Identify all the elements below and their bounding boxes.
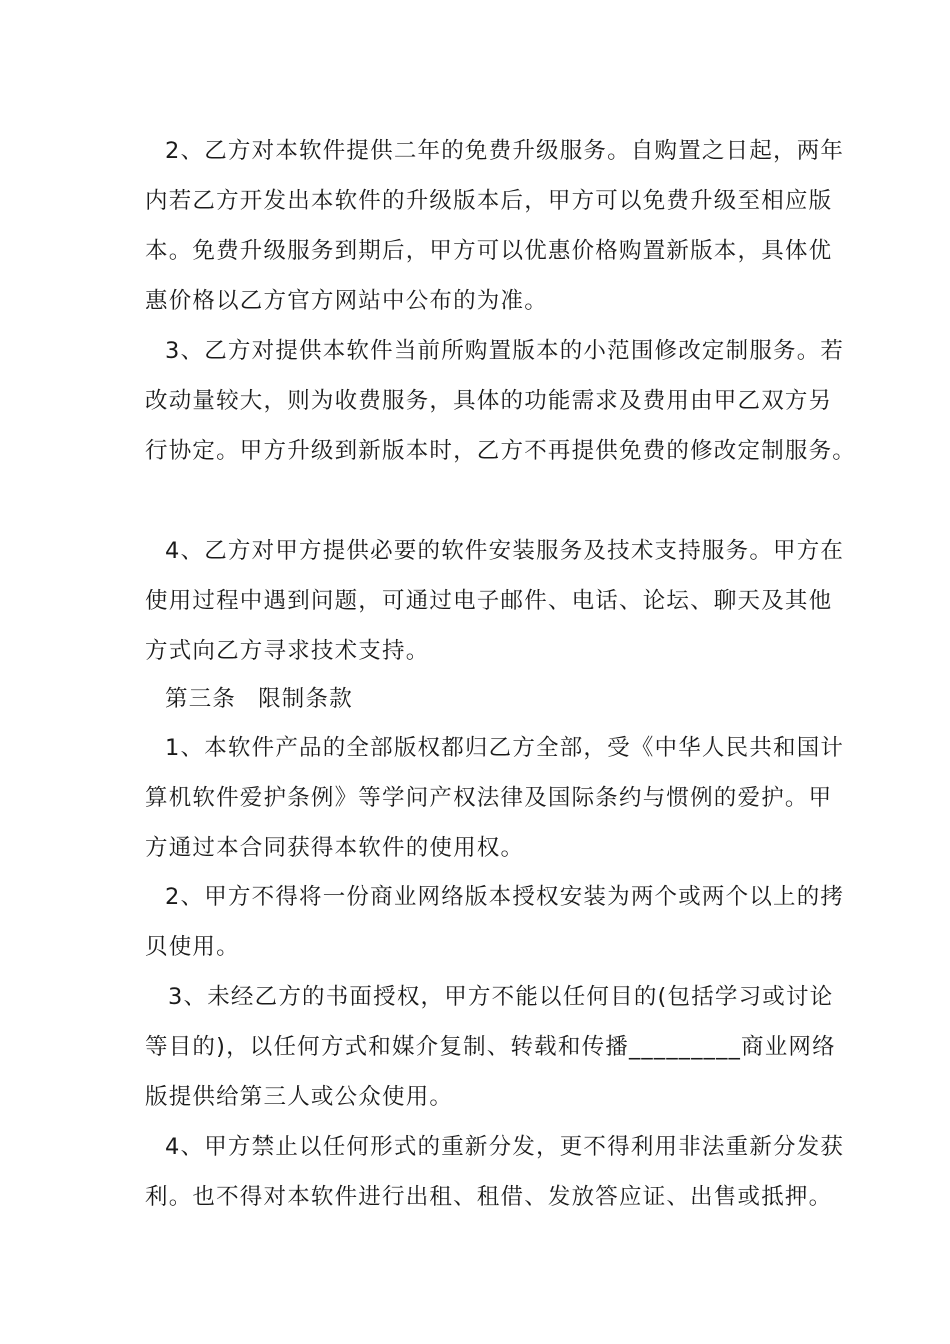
restriction-3-line-3: 版提供给第三人或公众使用。 [145, 1084, 454, 1110]
restriction-1-line-2: 算机软件爱护条例》等学问产权法律及国际条约与惯例的爱护。甲 [145, 785, 833, 811]
restriction-1-line-3: 方通过本合同获得本软件的使用权。 [145, 835, 525, 861]
paragraph-3-line-3: 行协定。甲方升级到新版本时，乙方不再提供免费的修改定制服务。 [145, 438, 857, 464]
paragraph-4-line-3: 方式向乙方寻求技术支持。 [145, 638, 430, 664]
restriction-4-line-1: 4、甲方禁止以任何形式的重新分发，更不得利用非法重新分发获 [165, 1134, 845, 1160]
section-title: 限制条款 [258, 686, 353, 712]
paragraph-3-line-2: 改动量较大，则为收费服务，具体的功能需求及费用由甲乙双方另 [145, 388, 833, 414]
paragraph-4-line-1: 4、乙方对甲方提供必要的软件安装服务及技术支持服务。甲方在 [165, 538, 845, 564]
section-heading [165, 684, 353, 714]
paragraph-4-line-2: 使用过程中遇到问题，可通过电子邮件、电话、论坛、聊天及其他 [145, 588, 833, 614]
restriction-1-line-1: 1、本软件产品的全部版权都归乙方全部，受《中华人民共和国计 [165, 735, 845, 761]
paragraph-2-line-4: 惠价格以乙方官方网站中公布的为准。 [145, 288, 548, 314]
section-number: 第三条 [165, 686, 237, 712]
paragraph-2-line-2: 内若乙方开发出本软件的升级版本后，甲方可以免费升级至相应版 [145, 188, 833, 214]
restriction-3-line-1: 3、未经乙方的书面授权，甲方不能以任何目的(包括学习或讨论 [168, 984, 834, 1010]
restriction-3-line-2: 等目的)，以任何方式和媒介复制、转载和传播_________商业网络 [145, 1034, 836, 1060]
paragraph-3-line-1: 3、乙方对提供本软件当前所购置版本的小范围修改定制服务。若 [165, 338, 845, 364]
paragraph-2-line-1: 2、乙方对本软件提供二年的免费升级服务。自购置之日起，两年 [165, 138, 845, 164]
restriction-2-line-1: 2、甲方不得将一份商业网络版本授权安装为两个或两个以上的拷 [165, 884, 845, 910]
restriction-2-line-2: 贝使用。 [145, 934, 240, 960]
paragraph-2-line-3: 本。免费升级服务到期后，甲方可以优惠价格购置新版本，具体优 [145, 238, 833, 264]
restriction-4-line-2: 利。也不得对本软件进行出租、租借、发放答应证、出售或抵押。 [145, 1184, 833, 1210]
